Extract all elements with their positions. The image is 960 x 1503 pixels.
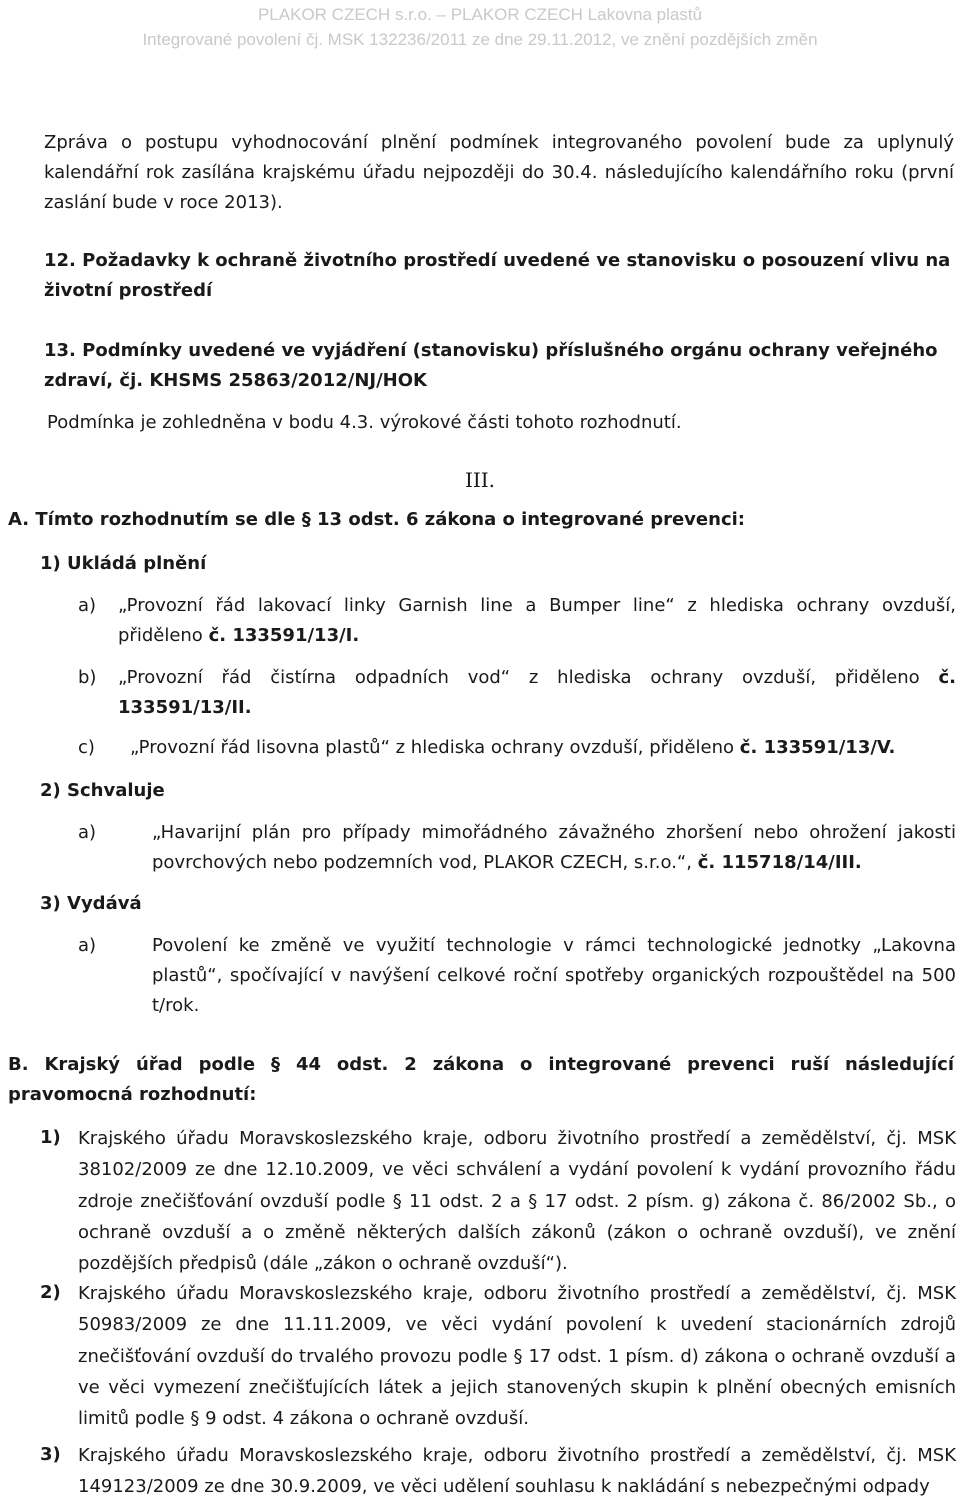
B-3-text: Krajského úřadu Moravskoslezského kraje, odboru životního prostředí a zemědělství, čj. MSK 149123/2009 ze dne 30.9.2009, ve věci udělení souhlasu k nakládání s nebezpečnými odpady (78, 1445, 956, 1498)
A-1-heading: 1) Ukládá plnění (40, 553, 207, 574)
A-1a-label: a) (78, 595, 97, 616)
A-3-heading: 3) Vydává (40, 893, 142, 914)
A-1c-text: „Provozní řád lisovna plastů“ z hlediska ochrany ovzduší, přiděleno (130, 737, 735, 758)
A-2a-label: a) (78, 822, 97, 843)
A-1c-ref: č. 133591/13/V. (739, 737, 896, 758)
part-A-heading: A. Tímto rozhodnutím se dle § 13 odst. 6 zákona o integrované prevenci: (8, 509, 745, 530)
A-2a-item (152, 818, 956, 878)
A-1b-ref: č. 133591/13/II. (118, 667, 956, 718)
A-1c-label: c) (78, 737, 95, 758)
A-2-heading: 2) Schvaluje (40, 780, 165, 801)
point-13-note: Podmínka je zohledněna v bodu 4.3. výrokové části tohoto rozhodnutí. (47, 412, 682, 433)
A-2a-ref: č. 115718/14/III. (697, 852, 862, 873)
B-1-text: Krajského úřadu Moravskoslezského kraje, odboru životního prostředí a zemědělství, čj. MSK 38102/2009 ze dne 12.10.2009, ve věci schválení a vydání povolení k vydání provozního řádu zdroje znečišťování ovzduší podle § 11 odst. 2 a § 17 odst. 2 písm. g) zákona č. 86/2002 Sb., o ochraně ovzduší a o změně některých dalších zákonů (zákon o ochraně ovzduší), ve znění pozdějších předpisů (dále „zákon o ochraně ovzduší“). (78, 1128, 956, 1275)
A-3a-label: a) (78, 935, 97, 956)
A-1b-item (118, 663, 956, 723)
A-1a-ref: č. 133591/13/I. (208, 625, 360, 646)
B-1-label: 1) (40, 1127, 61, 1148)
header-line-2: Integrované povolení čj. MSK 132236/2011 ze dne 29.11.2012, ve znění pozdějších změn (142, 30, 818, 49)
A-3a-text: Povolení ke změně ve využití technologie v rámci technologické jednotky „Lakovna plastů“, spočívající v navýšení celkové roční spotřeby organických rozpouštědel na 500 t/rok. (152, 935, 956, 1016)
point-13-heading: 13. Podmínky uvedené ve vyjádření (stanovisku) příslušného orgánu ochrany veřejného zdraví, čj. KHSMS 25863/2012/NJ/HOK (44, 340, 938, 391)
A-1c-item (130, 733, 956, 763)
header-line-1: PLAKOR CZECH s.r.o. – PLAKOR CZECH Lakovna plastů (257, 5, 703, 24)
A-2a-text: „Havarijní plán pro případy mimořádného závažného zhoršení nebo ohrožení jakosti povrchových nebo podzemních vod, PLAKOR CZECH, s.r.o.“, (152, 822, 956, 873)
B-3-label: 3) (40, 1444, 61, 1465)
A-1b-label: b) (78, 667, 97, 688)
part-B-heading: B. Krajský úřad podle § 44 odst. 2 zákona o integrované prevenci ruší následující pravomocná rozhodnutí: (8, 1054, 954, 1105)
section-III-heading: III. (464, 468, 496, 492)
A-1a-item (118, 591, 956, 651)
page-header (0, 0, 960, 60)
intro-paragraph: Zpráva o postupu vyhodnocování plnění podmínek integrovaného povolení bude za uplynulý kalendářní rok zasílána krajskému úřadu nejpozději do 30.4. následujícího kalendářního roku (první zaslání bude v roce 2013). (44, 132, 954, 213)
B-2-label: 2) (40, 1282, 61, 1303)
A-1a-text: „Provozní řád lakovací linky Garnish line a Bumper line“ z hlediska ochrany ovzduší, přiděleno (118, 595, 956, 646)
A-1b-text: „Provozní řád čistírna odpadních vod“ z hlediska ochrany ovzduší, přiděleno (118, 667, 920, 688)
B-2-text: Krajského úřadu Moravskoslezského kraje, odboru životního prostředí a zemědělství, čj. MSK 50983/2009 ze dne 11.11.2009, ve věci vydání povolení k uvedení stacionárních zdrojů znečišťování ovzduší do trvalého provozu podle § 17 odst. 1 písm. d) zákona o ochraně ovzduší a ve věci vymezení znečišťujících látek a jejich stanovených skupin k plnění obecných emisních limitů podle § 9 odst. 4 zákona o ochraně ovzduší. (78, 1283, 956, 1430)
point-12-heading: 12. Požadavky k ochraně životního prostředí uvedené ve stanovisku o posouzení vlivu na životní prostředí (44, 250, 951, 301)
